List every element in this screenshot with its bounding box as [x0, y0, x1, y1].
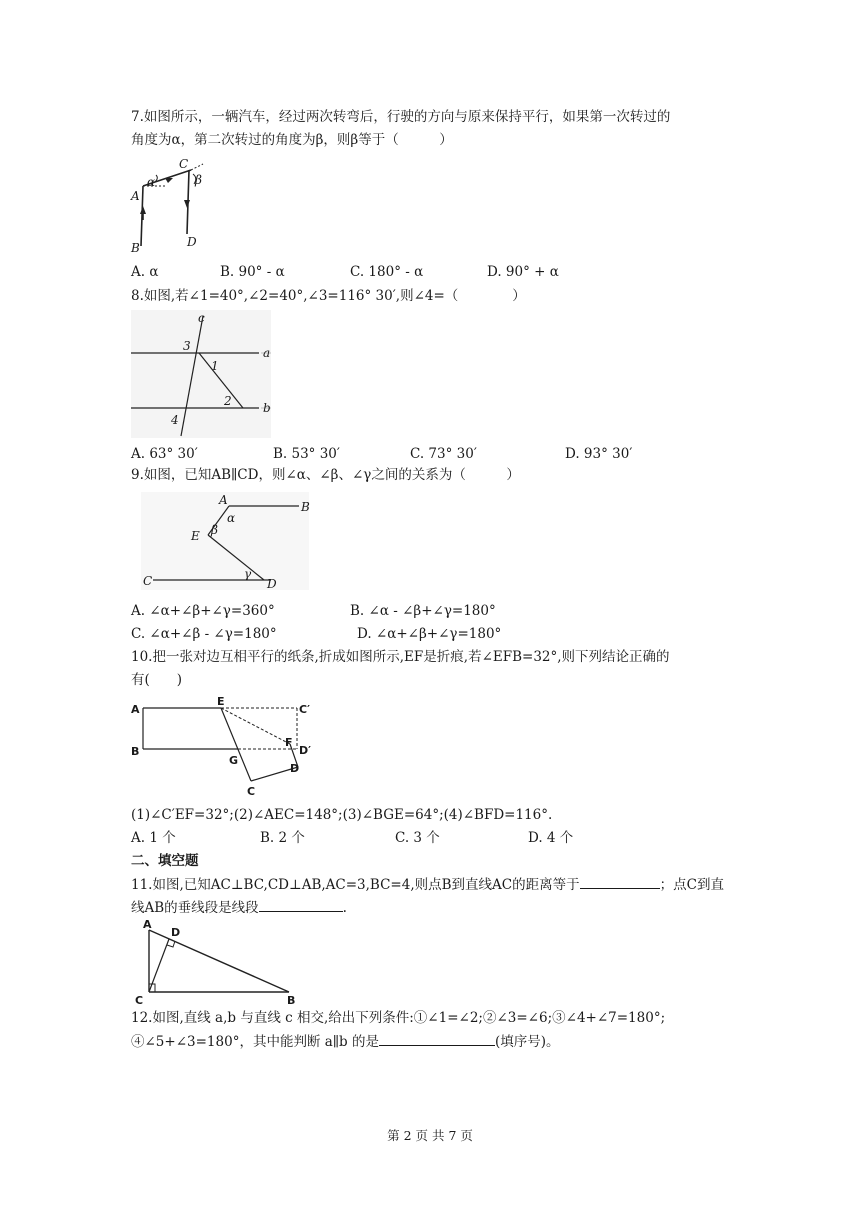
q11-label-d: D	[171, 926, 181, 939]
q7-label-beta: β	[195, 173, 202, 187]
q10-option-c: C. 3 个	[395, 830, 440, 846]
q7-text-line2: 角度为α，第二次转过的角度为β，则β等于（ ）	[131, 132, 453, 148]
q11-text-part2: ；点C到直	[659, 877, 724, 893]
q8-figure	[131, 310, 281, 440]
q7-arrow-up	[140, 206, 146, 214]
q8-label-a: a	[263, 346, 271, 360]
q9-label-alpha: α	[227, 511, 236, 525]
q11-label-b: B	[287, 994, 296, 1007]
section-title-fill-in: 二、填空题	[131, 853, 199, 869]
q10-option-d: D. 4 个	[528, 830, 574, 846]
q7-arrow-down	[184, 200, 190, 208]
q11-text-part1: 11.如图,已知AC⊥BC,CD⊥AB,AC=3,BC=4,则点B到直线AC的距离等于	[131, 877, 580, 893]
q7-option-d: D. 90° + α	[487, 264, 559, 280]
q8-label-3: 3	[183, 339, 191, 353]
q10-fold-ef	[221, 708, 290, 744]
q7-arrow-mid	[165, 178, 173, 183]
q7-option-b: B. 90° - α	[220, 264, 285, 280]
q10-figure	[131, 697, 321, 799]
q11-text-part3: 线AB的垂线段是线段	[131, 900, 259, 916]
q8-label-2: 2	[224, 394, 232, 408]
q10-label-d: D	[290, 762, 300, 775]
q7-text-line1: 7.如图所示，一辆汽车，经过两次转弯后，行驶的方向与原来保持平行，如果第一次转过的	[131, 109, 671, 125]
q10-edge-ec	[221, 708, 251, 781]
q9-label-b: B	[301, 500, 310, 514]
q8-option-a: A. 63° 30′	[131, 446, 198, 462]
q8-option-b: B. 53° 30′	[273, 446, 340, 462]
page-footer: 第 2 页 共 7 页	[387, 1128, 473, 1143]
q10-label-f: F	[285, 736, 293, 749]
q11-figure	[131, 920, 301, 1005]
q10-label-d-prime: D′	[299, 744, 312, 757]
q10-label-c: C	[247, 785, 256, 798]
q11-segment-ab	[149, 930, 289, 992]
q9-label-a: A	[219, 493, 228, 507]
q8-label-c: c	[198, 311, 205, 325]
q8-option-d: D. 93° 30′	[565, 446, 633, 462]
q11-text-part4: .	[342, 900, 347, 916]
q9-option-d: D. ∠α+∠β+∠γ=180°	[357, 626, 502, 642]
q7-option-c: C. 180° - α	[350, 264, 424, 280]
q8-label-4: 4	[171, 413, 179, 427]
q10-text-line1: 10.把一张对边互相平行的纸条,折成如图所示,EF是折痕,若∠EFB=32°,则下列结论正确的	[131, 649, 670, 665]
q11-answer-blank-2[interactable]	[259, 897, 343, 912]
q11-text-line1	[131, 874, 724, 895]
q10-label-c-prime: C′	[299, 703, 310, 716]
q10-label-b: B	[131, 745, 140, 758]
q11-label-c: C	[135, 994, 144, 1007]
q9-label-gamma: γ	[244, 567, 252, 581]
q10-conclusions: (1)∠C′EF=32°;(2)∠AEC=148°;(3)∠BGE=64°;(4)∠BFD=116°.	[131, 807, 553, 823]
q7-label-d: D	[187, 235, 197, 249]
q7-dash-c	[191, 164, 203, 170]
q9-label-e: E	[191, 529, 200, 543]
q10-label-g: G	[229, 754, 239, 767]
q9-option-a: A. ∠α+∠β+∠γ=360°	[131, 603, 275, 619]
q8-text-line1: 8.如图,若∠1=40°,∠2=40°,∠3=116° 30′,则∠4=（ ）	[131, 288, 526, 304]
q12-answer-blank[interactable]	[379, 1031, 495, 1046]
q12-text-part2: (填序号)。	[494, 1034, 560, 1050]
q7-option-a: A. α	[131, 264, 159, 280]
q8-label-1: 1	[211, 359, 219, 373]
q10-text-line2: 有( )	[131, 672, 183, 688]
q9-option-b: B. ∠α - ∠β+∠γ=180°	[350, 603, 496, 619]
q10-option-a: A. 1 个	[131, 830, 176, 846]
q10-option-b: B. 2 个	[260, 830, 305, 846]
q9-label-c: C	[143, 574, 153, 588]
q8-label-b: b	[263, 401, 271, 415]
q11-label-a: A	[143, 918, 152, 931]
q9-option-c: C. ∠α+∠β - ∠γ=180°	[131, 626, 277, 642]
q10-label-a: A	[131, 703, 140, 716]
q7-label-alpha: α	[147, 175, 156, 189]
q12-text-part1: ④∠5+∠3=180°，其中能判断 a∥b 的是	[131, 1034, 379, 1050]
q12-text-line2	[131, 1031, 560, 1052]
q8-option-c: C. 73° 30′	[410, 446, 477, 462]
q9-label-d: D	[267, 577, 277, 591]
q10-label-e: E	[217, 695, 225, 708]
q11-text-line2	[131, 897, 347, 918]
q7-figure	[131, 156, 221, 256]
q9-label-beta: β	[211, 523, 218, 537]
q12-text-line1: 12.如图,直线 a,b 与直线 c 相交,给出下列条件:①∠1=∠2;②∠3=∠6;③∠4+∠7=180°;	[131, 1010, 666, 1026]
q9-figure	[131, 492, 311, 592]
q7-label-a: A	[131, 189, 140, 203]
q7-label-b: B	[131, 241, 140, 255]
q7-label-c: C	[179, 157, 189, 171]
q9-text-line1: 9.如图，已知AB∥CD，则∠α、∠β、∠γ之间的关系为（ ）	[131, 467, 520, 483]
q11-answer-blank-1[interactable]	[580, 874, 660, 889]
